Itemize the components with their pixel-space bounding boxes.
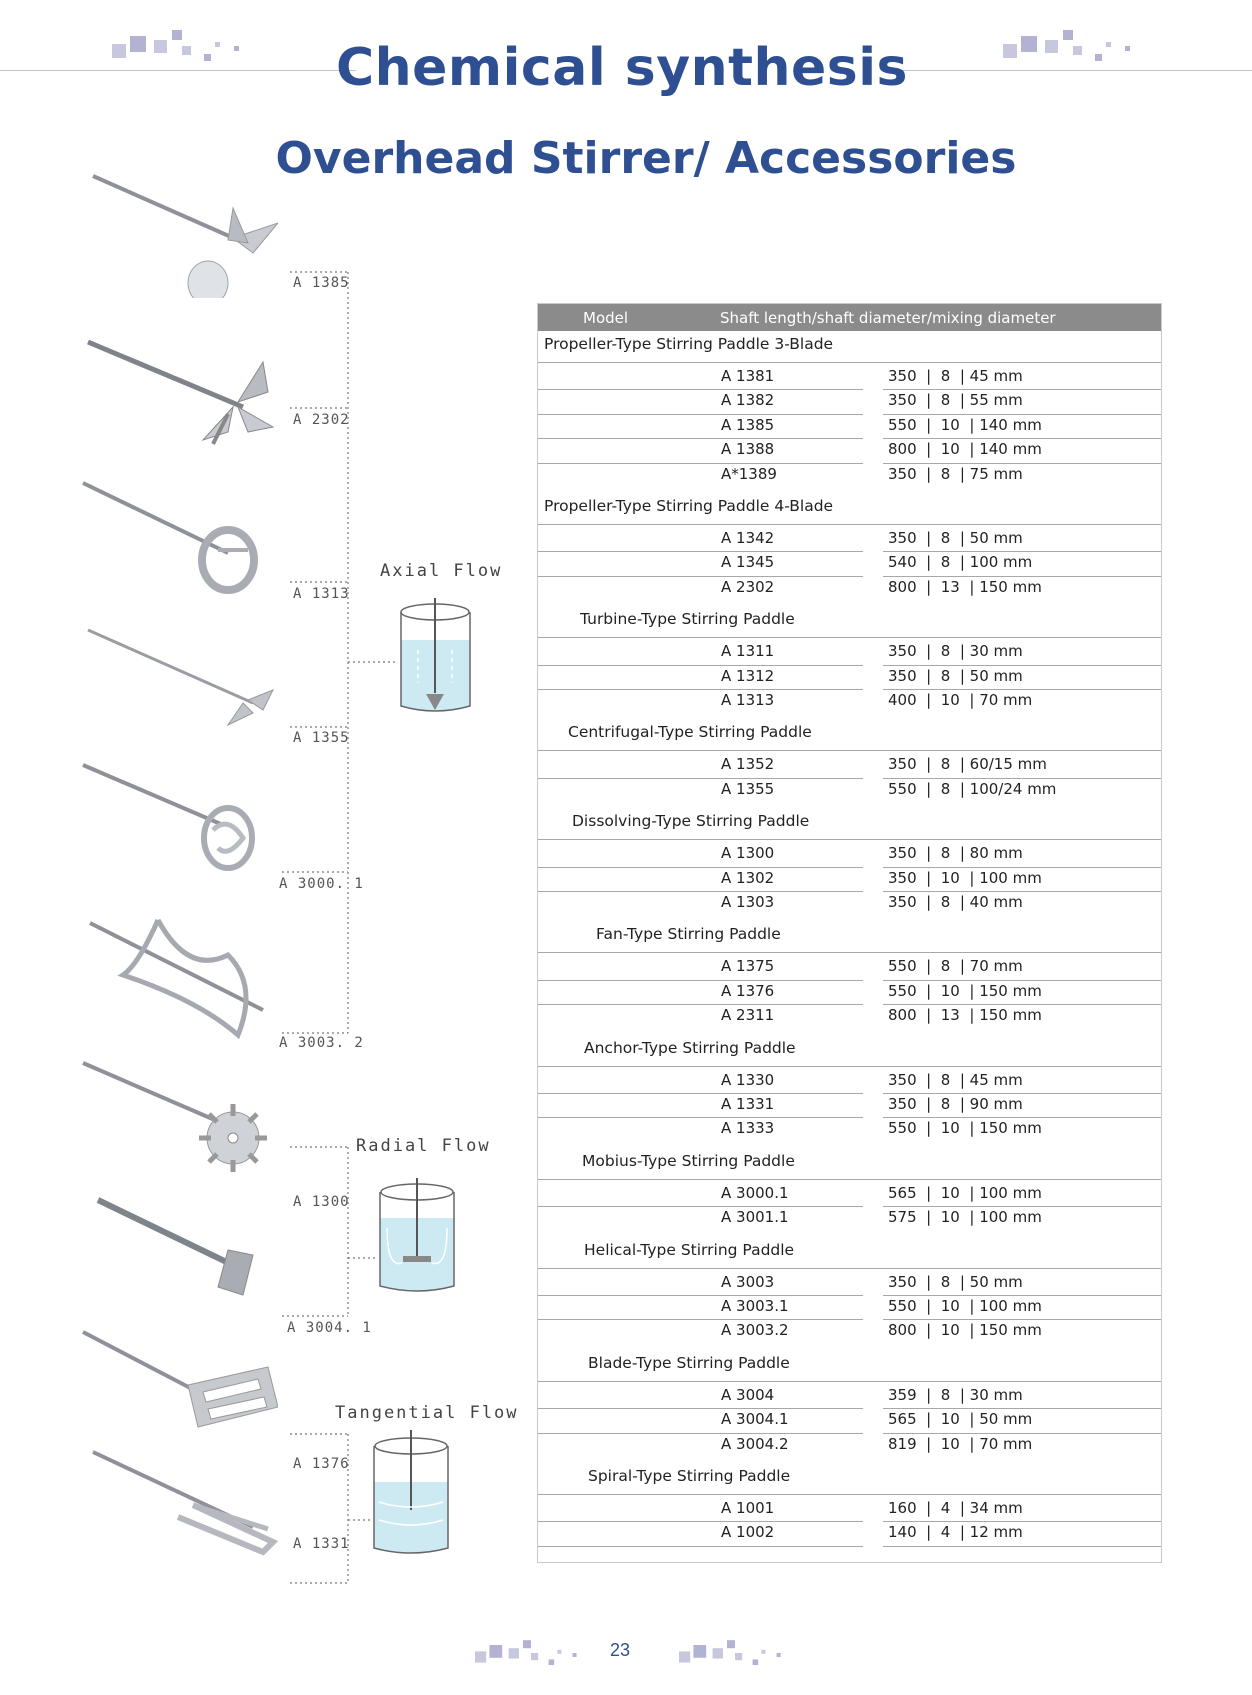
group-title: Propeller-Type Stirring Paddle 4-Blade bbox=[544, 497, 834, 515]
table-row bbox=[538, 529, 1161, 553]
spec-cell: 800 | 10 | 140 mm bbox=[888, 440, 1042, 459]
row-rule bbox=[538, 1408, 863, 1409]
model-cell: A 1302 bbox=[721, 868, 775, 887]
table-row bbox=[538, 691, 1161, 715]
spec-cell: 350 | 8 | 80 mm bbox=[888, 844, 1023, 863]
row-rule bbox=[538, 665, 863, 666]
spec-cell: 350 | 8 | 50 mm bbox=[888, 529, 1023, 547]
group-rule bbox=[538, 637, 1161, 638]
spec-cell: 800 | 13 | 150 mm bbox=[888, 577, 1042, 596]
row-rule bbox=[538, 778, 863, 779]
model-cell: A 1331 bbox=[721, 1095, 775, 1113]
model-cell: A 1333 bbox=[721, 1119, 775, 1138]
row-rule bbox=[538, 867, 863, 868]
table-row bbox=[538, 893, 1161, 917]
group-title: Spiral-Type Stirring Paddle bbox=[588, 1467, 791, 1485]
table-row bbox=[538, 642, 1161, 666]
row-rule bbox=[883, 551, 1161, 552]
spec-cell: 550 | 10 | 150 mm bbox=[888, 981, 1042, 1000]
table-row bbox=[538, 755, 1161, 779]
model-cell: A 3000.1 bbox=[721, 1183, 789, 1202]
table-row bbox=[538, 780, 1161, 804]
row-rule bbox=[538, 980, 863, 981]
model-label-10: A 1331 bbox=[293, 1536, 350, 1552]
row-rule bbox=[883, 689, 1161, 690]
header-model: Model bbox=[583, 309, 629, 327]
group-rule bbox=[538, 1381, 1161, 1382]
row-rule bbox=[883, 1408, 1161, 1409]
table-row bbox=[538, 1071, 1161, 1095]
spec-cell: 350 | 8 | 60/15 mm bbox=[888, 755, 1047, 774]
anchor-paddle-icon bbox=[78, 1447, 278, 1557]
model-cell: A 1376 bbox=[721, 981, 775, 1000]
helical-paddle-icon bbox=[78, 915, 278, 1045]
table-row bbox=[538, 1006, 1161, 1030]
table-row bbox=[538, 465, 1161, 489]
group-rule bbox=[538, 362, 1161, 363]
spec-cell: 819 | 10 | 70 mm bbox=[888, 1434, 1033, 1453]
spec-cell: 160 | 4 | 34 mm bbox=[888, 1499, 1023, 1517]
row-rule bbox=[538, 414, 863, 415]
model-cell: A 1342 bbox=[721, 529, 775, 547]
row-rule bbox=[538, 689, 863, 690]
page-title: Chemical synthesis bbox=[335, 38, 909, 98]
spec-cell: 550 | 10 | 140 mm bbox=[888, 415, 1042, 434]
model-cell: A*1389 bbox=[721, 464, 777, 483]
table-row bbox=[538, 1523, 1161, 1547]
table-row bbox=[538, 1184, 1161, 1208]
group-rule bbox=[538, 1179, 1161, 1180]
row-rule bbox=[538, 891, 863, 892]
spec-cell: 550 | 8 | 100/24 mm bbox=[888, 779, 1057, 798]
spec-cell: 550 | 8 | 70 mm bbox=[888, 957, 1023, 976]
spec-cell: 400 | 10 | 70 mm bbox=[888, 691, 1033, 709]
model-cell: A 1382 bbox=[721, 391, 775, 410]
model-cell: A 1311 bbox=[721, 642, 775, 661]
table-row bbox=[538, 391, 1161, 415]
row-rule bbox=[883, 1295, 1161, 1296]
group-title: Centrifugal-Type Stirring Paddle bbox=[568, 723, 812, 742]
table-row bbox=[538, 1297, 1161, 1321]
spec-cell: 350 | 10 | 100 mm bbox=[888, 868, 1042, 887]
group-title: Blade-Type Stirring Paddle bbox=[588, 1353, 790, 1372]
row-rule bbox=[883, 1004, 1161, 1005]
fan-paddle-icon bbox=[78, 1327, 278, 1437]
decorative-dots-bottom-left bbox=[474, 1637, 584, 1669]
model-label-4: A 1355 bbox=[293, 730, 350, 746]
spec-cell: 350 | 8 | 90 mm bbox=[888, 1095, 1023, 1113]
row-rule bbox=[538, 551, 863, 552]
table-row bbox=[538, 1095, 1161, 1119]
spec-cell: 350 | 8 | 55 mm bbox=[888, 391, 1023, 410]
row-rule bbox=[883, 778, 1161, 779]
model-cell: A 1001 bbox=[721, 1499, 775, 1517]
spec-cell: 350 | 8 | 50 mm bbox=[888, 1272, 1023, 1291]
group-rule bbox=[538, 952, 1161, 953]
row-rule bbox=[538, 1433, 863, 1434]
group-rule bbox=[538, 839, 1161, 840]
spec-cell: 350 | 8 | 50 mm bbox=[888, 666, 1023, 685]
table-row bbox=[538, 416, 1161, 440]
model-cell: A 2302 bbox=[721, 577, 775, 596]
model-label-6: A 3003. 2 bbox=[279, 1035, 364, 1051]
model-cell: A 1355 bbox=[721, 779, 775, 798]
dissolving-toothed-disc-icon bbox=[78, 1058, 278, 1178]
table-row bbox=[538, 982, 1161, 1006]
turbine-paddle-icon bbox=[78, 478, 278, 608]
row-rule bbox=[538, 1546, 863, 1547]
model-cell: A 2311 bbox=[721, 1006, 775, 1025]
model-label-2: A 2302 bbox=[293, 412, 350, 428]
spec-cell: 350 | 8 | 40 mm bbox=[888, 893, 1023, 911]
model-cell: A 3004 bbox=[721, 1385, 775, 1404]
group-title: Turbine-Type Stirring Paddle bbox=[580, 610, 795, 629]
row-rule bbox=[883, 576, 1161, 577]
blade-paddle-icon bbox=[78, 1195, 278, 1305]
row-rule bbox=[538, 389, 863, 390]
row-rule bbox=[883, 665, 1161, 666]
group-title: Propeller-Type Stirring Paddle 3-Blade bbox=[544, 335, 834, 353]
dissolving-paddle-icon bbox=[78, 760, 278, 880]
model-cell: A 3003 bbox=[721, 1272, 775, 1291]
spec-cell: 350 | 8 | 75 mm bbox=[888, 464, 1023, 483]
row-rule bbox=[538, 463, 863, 464]
table-row bbox=[538, 1208, 1161, 1232]
model-cell: A 1313 bbox=[721, 691, 775, 709]
table-row bbox=[538, 1499, 1161, 1523]
row-rule bbox=[883, 1319, 1161, 1320]
model-cell: A 1385 bbox=[721, 415, 775, 434]
radial-flow-vessel-icon bbox=[377, 1178, 457, 1300]
group-rule bbox=[538, 1066, 1161, 1067]
row-rule bbox=[538, 1206, 863, 1207]
radial-flow-label: Radial Flow bbox=[356, 1136, 491, 1156]
model-label-8: A 3004. 1 bbox=[287, 1320, 372, 1336]
spec-cell: 359 | 8 | 30 mm bbox=[888, 1385, 1023, 1404]
row-rule bbox=[883, 1521, 1161, 1522]
group-title: Helical-Type Stirring Paddle bbox=[584, 1240, 795, 1259]
group-title: Fan-Type Stirring Paddle bbox=[596, 925, 781, 944]
table-row bbox=[538, 667, 1161, 691]
group-title: Mobius-Type Stirring Paddle bbox=[582, 1151, 795, 1170]
row-rule bbox=[883, 389, 1161, 390]
model-label-3: A 1313 bbox=[293, 586, 350, 602]
spec-cell: 350 | 8 | 45 mm bbox=[888, 367, 1023, 385]
model-cell: A 3003.1 bbox=[721, 1297, 789, 1315]
model-label-7: A 1300 bbox=[293, 1194, 350, 1210]
tangential-flow-label: Tangential Flow bbox=[335, 1403, 519, 1423]
group-title: Anchor-Type Stirring Paddle bbox=[584, 1038, 796, 1057]
group-rule bbox=[538, 1268, 1161, 1269]
row-rule bbox=[883, 463, 1161, 464]
row-rule bbox=[538, 1295, 863, 1296]
row-rule bbox=[883, 1546, 1161, 1547]
spec-cell: 350 | 8 | 45 mm bbox=[888, 1070, 1023, 1089]
model-cell: A 1300 bbox=[721, 844, 775, 863]
decorative-dots-bottom-right bbox=[678, 1637, 788, 1669]
table-header bbox=[538, 304, 1161, 331]
row-rule bbox=[883, 1433, 1161, 1434]
page-number: 23 bbox=[610, 1640, 631, 1660]
spec-cell: 800 | 10 | 150 mm bbox=[888, 1321, 1042, 1340]
row-rule bbox=[538, 1117, 863, 1118]
row-rule bbox=[883, 1206, 1161, 1207]
model-cell: A 3003.2 bbox=[721, 1321, 789, 1340]
axial-flow-vessel-icon bbox=[398, 598, 473, 730]
propeller-3blade-icon bbox=[78, 168, 278, 298]
group-rule bbox=[538, 1494, 1161, 1495]
row-rule bbox=[538, 1319, 863, 1320]
model-cell: A 1375 bbox=[721, 957, 775, 976]
spec-cell: 140 | 4 | 12 mm bbox=[888, 1523, 1023, 1542]
spec-cell: 550 | 10 | 150 mm bbox=[888, 1119, 1042, 1138]
spec-cell: 550 | 10 | 100 mm bbox=[888, 1297, 1042, 1315]
model-cell: A 1002 bbox=[721, 1523, 775, 1542]
model-cell: A 1352 bbox=[721, 755, 775, 774]
centrifugal-paddle-icon bbox=[78, 625, 278, 735]
spec-cell: 565 | 10 | 50 mm bbox=[888, 1410, 1033, 1429]
table-row bbox=[538, 1119, 1161, 1143]
model-label-1: A 1385 bbox=[293, 275, 350, 291]
model-label-9: A 1376 bbox=[293, 1456, 350, 1472]
model-cell: A 1312 bbox=[721, 666, 775, 685]
row-rule bbox=[883, 438, 1161, 439]
row-rule bbox=[538, 1093, 863, 1094]
row-rule bbox=[883, 867, 1161, 868]
model-cell: A 1330 bbox=[721, 1070, 775, 1089]
table-row bbox=[538, 844, 1161, 868]
table-row bbox=[538, 578, 1161, 602]
model-cell: A 1388 bbox=[721, 440, 775, 459]
table-row bbox=[538, 869, 1161, 893]
table-row bbox=[538, 1321, 1161, 1345]
row-rule bbox=[883, 1117, 1161, 1118]
row-rule bbox=[538, 438, 863, 439]
model-cell: A 1303 bbox=[721, 893, 775, 911]
model-cell: A 1381 bbox=[721, 367, 775, 385]
model-cell: A 1345 bbox=[721, 553, 775, 572]
row-rule bbox=[883, 980, 1161, 981]
row-rule bbox=[883, 414, 1161, 415]
header-spec: Shaft length/shaft diameter/mixing diameter bbox=[720, 309, 1056, 327]
page-subtitle: Overhead Stirrer/ Accessories bbox=[275, 133, 1017, 184]
model-cell: A 3001.1 bbox=[721, 1208, 789, 1227]
table-row bbox=[538, 1386, 1161, 1410]
tangential-flow-vessel-icon bbox=[371, 1430, 451, 1562]
row-rule bbox=[883, 1093, 1161, 1094]
propeller-4blade-icon bbox=[78, 332, 278, 452]
model-cell: A 3004.2 bbox=[721, 1434, 789, 1453]
table-row bbox=[538, 1410, 1161, 1434]
axial-flow-label: Axial Flow bbox=[380, 561, 503, 581]
spec-cell: 350 | 8 | 30 mm bbox=[888, 642, 1023, 661]
table-row bbox=[538, 1273, 1161, 1297]
table-row bbox=[538, 440, 1161, 464]
group-title: Dissolving-Type Stirring Paddle bbox=[572, 812, 810, 831]
spec-cell: 565 | 10 | 100 mm bbox=[888, 1183, 1042, 1202]
row-rule bbox=[883, 891, 1161, 892]
spec-cell: 575 | 10 | 100 mm bbox=[888, 1208, 1042, 1227]
model-label-5: A 3000. 1 bbox=[279, 876, 364, 892]
group-rule bbox=[538, 750, 1161, 751]
table-row bbox=[538, 367, 1161, 391]
row-rule bbox=[538, 1521, 863, 1522]
table-row bbox=[538, 1435, 1161, 1459]
model-cell: A 3004.1 bbox=[721, 1410, 789, 1429]
table-row bbox=[538, 553, 1161, 577]
spec-cell: 800 | 13 | 150 mm bbox=[888, 1006, 1042, 1025]
row-rule bbox=[538, 576, 863, 577]
table-row bbox=[538, 957, 1161, 981]
row-rule bbox=[538, 1004, 863, 1005]
spec-cell: 540 | 8 | 100 mm bbox=[888, 553, 1033, 572]
specs-table bbox=[537, 303, 1162, 1563]
group-rule bbox=[538, 524, 1161, 525]
